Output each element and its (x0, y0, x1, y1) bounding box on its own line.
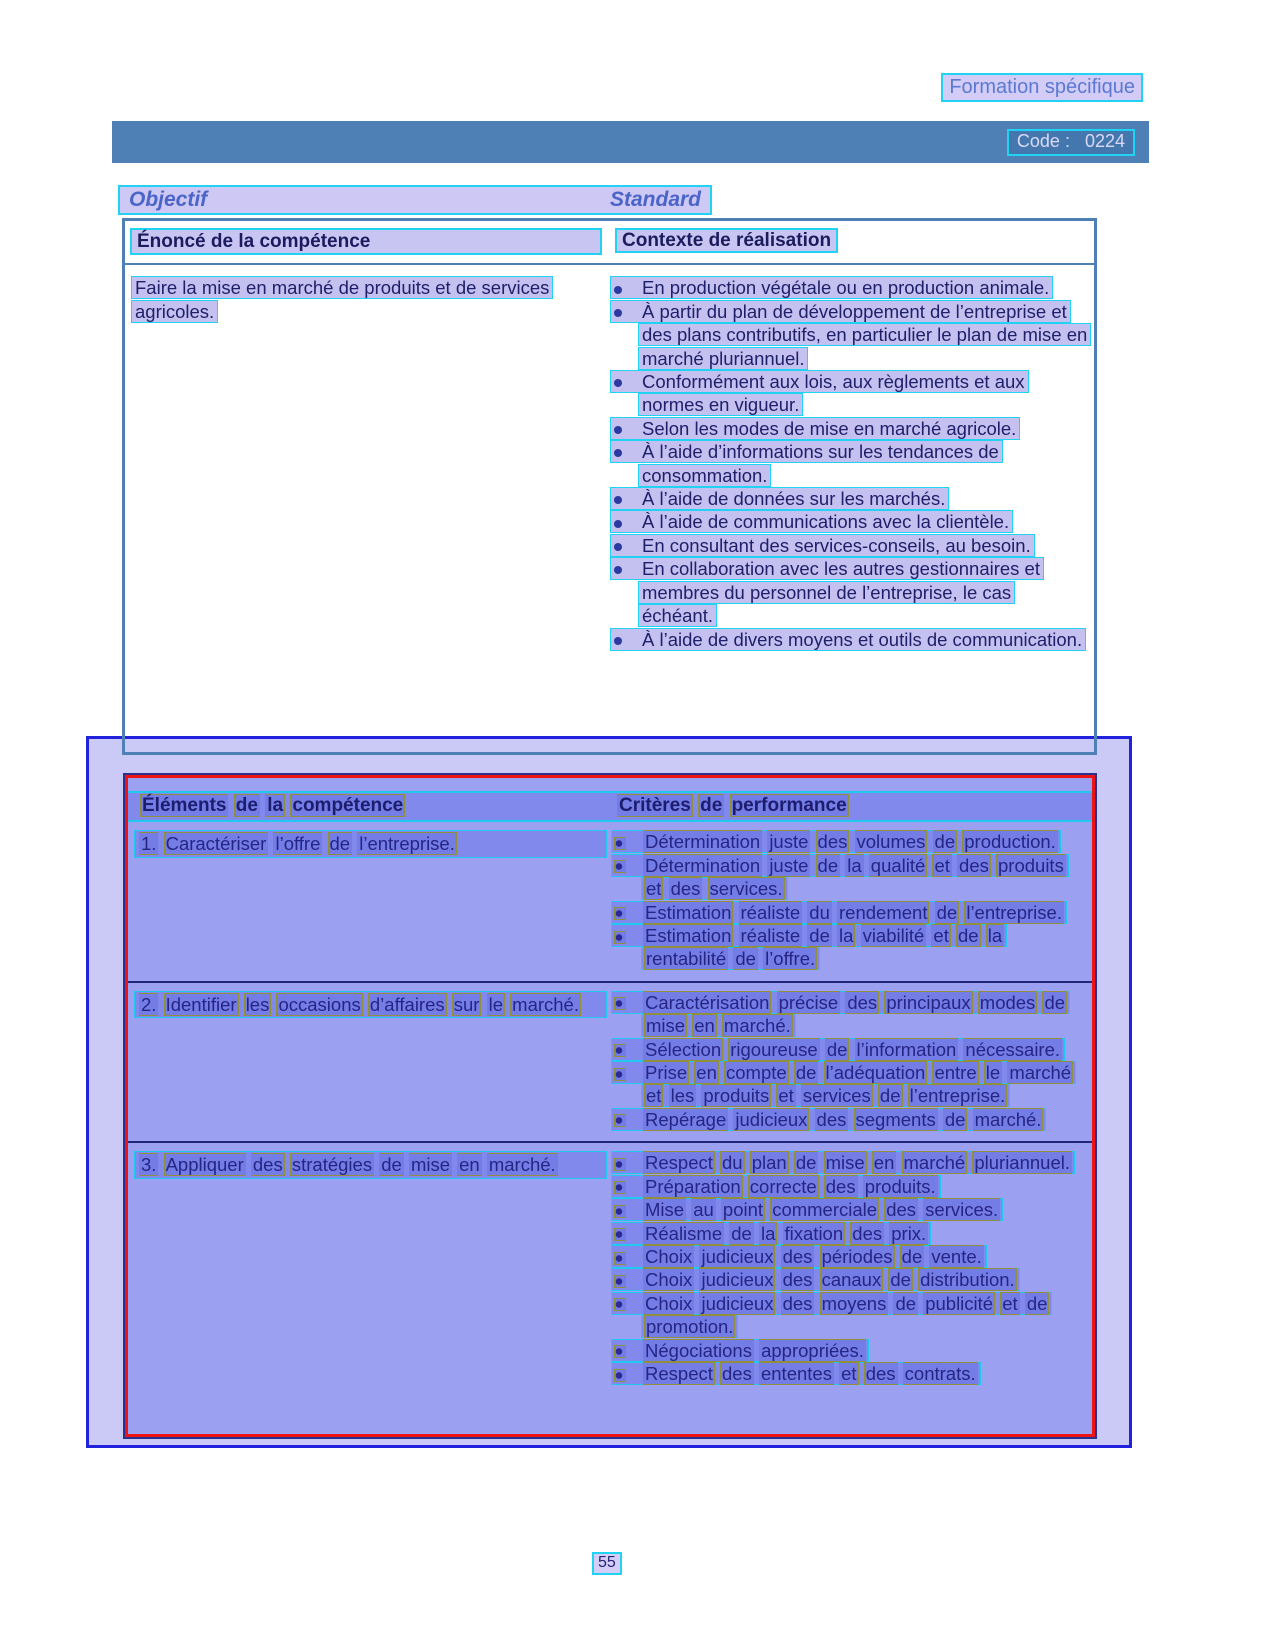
word-box: fixation (784, 1222, 844, 1244)
bullet-icon (614, 566, 622, 574)
word-box: des (852, 1222, 883, 1244)
criterion-text (643, 901, 1064, 924)
criterion-item (611, 830, 1087, 853)
word-box: distribution. (920, 1269, 1015, 1291)
context-bullet-list (610, 276, 1094, 651)
word-box: et (646, 1085, 662, 1107)
criterion-item (611, 1038, 1087, 1061)
word-box: de (817, 854, 839, 876)
word-box: de (381, 1154, 402, 1176)
criterion-text (643, 854, 1066, 900)
word-box: qualité (870, 854, 926, 876)
bullet-icon (614, 379, 622, 387)
competence-table-body (125, 265, 1094, 651)
element-text (134, 1151, 607, 1178)
bullet-text: En collaboration avec les autres gestionnaires et membres du personnel de l’entreprise, le cas échéant. (642, 558, 1040, 627)
word-box: judicieux (735, 1108, 808, 1130)
word-box: juste (769, 854, 809, 876)
criterion-item (611, 1151, 1087, 1174)
word-box: Sélection (645, 1038, 722, 1060)
bullet-text: À l’aide d’informations sur les tendances de consommation. (642, 441, 999, 486)
word-box: Prise (645, 1062, 688, 1084)
bullet-icon (614, 637, 622, 645)
word-box: en (873, 1152, 895, 1174)
word-box: Choix (645, 1269, 693, 1291)
word-box: modes (979, 991, 1036, 1013)
statement-cell (125, 276, 610, 651)
word-box: des (782, 1269, 813, 1291)
criterion-text (643, 1339, 866, 1362)
word-box: sur (453, 993, 480, 1015)
criterion-text (643, 1061, 1073, 1107)
objectif-title: Objectif (129, 188, 208, 211)
word-box: l’entreprise. (359, 833, 455, 855)
criteria-list (611, 830, 1092, 970)
criterion-item (611, 1268, 1087, 1291)
word-box: contrats. (904, 1362, 976, 1384)
word-box: Respect (645, 1362, 713, 1384)
word-box: des (782, 1245, 813, 1267)
bullet-icon (614, 1158, 626, 1171)
competence-table-header (125, 221, 1094, 265)
word-box: Préparation (645, 1175, 741, 1197)
word-box: services (802, 1085, 871, 1107)
bullet-text: Conformément aux lois, aux règlements et aux normes en vigueur. (642, 371, 1025, 416)
element-cell (128, 991, 611, 1131)
word-box: de (879, 1085, 901, 1107)
word-box: de (944, 1108, 966, 1130)
word-box: services. (709, 878, 783, 900)
word-box: rendement (839, 901, 928, 923)
word-box: volumes (856, 831, 926, 853)
word-box: l’information (856, 1038, 957, 1060)
word-box: Estimation (645, 901, 732, 923)
criterion-item (611, 924, 1087, 971)
element-text (134, 991, 607, 1018)
word-box: les (245, 993, 270, 1015)
criteria-list (611, 1151, 1092, 1385)
criterion-item (611, 1339, 1087, 1362)
word-box: Détermination (645, 831, 761, 853)
header-enonce-label: Énoncé de la compétence (130, 228, 602, 255)
word-box: nécessaire. (965, 1038, 1061, 1060)
word-box: Caractérisation (645, 991, 770, 1013)
word-box: marché. (723, 1015, 791, 1037)
criterion-item (611, 991, 1087, 1038)
context-bullet-item (610, 417, 1088, 440)
word-box: de (936, 901, 958, 923)
word-box: produits (998, 854, 1064, 876)
criterion-item (611, 901, 1087, 924)
word-box: promotion. (646, 1316, 734, 1338)
criterion-text (643, 1245, 984, 1268)
header-cell-enonce (130, 228, 615, 255)
word-box: produits. (864, 1175, 936, 1197)
word-box: l’entreprise. (966, 901, 1062, 923)
word-box: des (825, 1175, 856, 1197)
element-row (128, 1141, 1092, 1395)
criterion-text (643, 1038, 1062, 1061)
word-box: en (459, 1154, 480, 1176)
code-badge: Code : 0224 (1007, 129, 1135, 156)
word-box: des (847, 991, 878, 1013)
criterion-item (611, 1108, 1087, 1131)
word-box: de (826, 1038, 848, 1060)
element-text (134, 830, 607, 857)
word-box: publicité (925, 1292, 994, 1314)
word-box: segments (855, 1108, 936, 1130)
criteria-list (611, 991, 1092, 1131)
word-box: d’affaires (369, 993, 445, 1015)
bullet-icon (614, 1181, 626, 1194)
bullet-icon (614, 1345, 626, 1358)
word-box: Mise (645, 1199, 685, 1221)
word-box: du (809, 901, 830, 923)
word-box: marché (1009, 1062, 1072, 1084)
criterion-text (643, 991, 1067, 1037)
header-criteres-label (617, 794, 849, 817)
word-box: et (933, 925, 949, 947)
bullet-text: En production végétale ou en production animale. (642, 277, 1050, 299)
word-box: la (267, 795, 284, 816)
code-bar (112, 121, 1149, 163)
header-cell-contexte (615, 228, 1094, 255)
word-box: produits (703, 1085, 770, 1107)
bullet-icon (614, 1298, 626, 1311)
bullet-icon (614, 286, 622, 294)
word-box: rentabilité (646, 948, 727, 970)
standard-title: Standard (609, 188, 701, 211)
word-box: réaliste (740, 901, 801, 923)
context-bullet-item (610, 628, 1088, 651)
bullet-icon (614, 1068, 626, 1081)
word-box: production. (964, 831, 1056, 853)
context-bullet-item (610, 276, 1088, 299)
word-box: de (795, 1152, 817, 1174)
word-box: marché. (974, 1108, 1042, 1130)
word-box: au (693, 1199, 714, 1221)
word-box: de (1044, 991, 1066, 1013)
bullet-icon (614, 837, 626, 850)
word-box: en (696, 1062, 717, 1084)
word-box: services. (925, 1199, 999, 1221)
header-contexte-label: Contexte de réalisation (615, 228, 838, 253)
word-box: de (895, 1292, 917, 1314)
section-title-row (118, 185, 712, 215)
context-bullet-item (610, 440, 1088, 487)
header-elements-label (140, 794, 405, 817)
word-box: vente. (931, 1245, 982, 1267)
word-box: des (816, 1108, 847, 1130)
word-box: et (841, 1362, 857, 1384)
context-bullet-item (610, 534, 1088, 557)
word-box: l’offre. (765, 948, 816, 970)
word-box: Éléments (142, 795, 227, 816)
word-box: mise (646, 1015, 686, 1037)
word-box: Repérage (645, 1108, 727, 1130)
word-box: juste (769, 831, 809, 853)
criterion-item (611, 1175, 1087, 1198)
criterion-item (611, 1292, 1087, 1339)
word-box: de (890, 1269, 911, 1291)
word-box: de (795, 1062, 817, 1084)
bullet-icon (614, 496, 622, 504)
element-row (128, 822, 1092, 980)
word-box: l’adéquation (825, 1062, 926, 1084)
word-box: le (985, 1062, 1001, 1084)
word-box: du (722, 1152, 743, 1174)
element-cell (128, 1151, 611, 1385)
word-box: et (1002, 1292, 1018, 1314)
bullet-icon (614, 1369, 626, 1382)
section-label: Formation spécifique (941, 73, 1143, 102)
bullet-icon (614, 426, 622, 434)
context-bullet-item (610, 370, 1088, 417)
criterion-text (643, 830, 1058, 853)
word-box: des (865, 1362, 896, 1384)
word-box: de (809, 925, 830, 947)
word-box: de (731, 1222, 752, 1244)
word-box: la (987, 925, 1003, 947)
elements-rows (128, 822, 1092, 1395)
header-cell-elements (134, 794, 617, 817)
bullet-icon (614, 1228, 626, 1241)
criterion-text (643, 1362, 978, 1385)
bullet-text: À l’aide de communications avec la clientèle. (642, 511, 1010, 533)
word-box: viabilité (862, 925, 925, 947)
word-box: réaliste (740, 925, 801, 947)
bullet-icon (614, 931, 626, 944)
bullet-text: À l’aide de données sur les marchés. (642, 488, 946, 510)
criterion-text (643, 1222, 928, 1245)
word-box: canaux (821, 1269, 882, 1291)
criterion-item (611, 1222, 1087, 1245)
word-box: des (959, 854, 989, 876)
word-box: de (235, 795, 258, 816)
word-box: ententes (760, 1362, 832, 1384)
word-box: la (760, 1222, 776, 1244)
criterion-text (643, 1151, 1072, 1174)
word-box: Caractériser (165, 833, 267, 855)
criterion-text (643, 1268, 1017, 1291)
bullet-icon (614, 520, 622, 528)
word-box: 3. (141, 1154, 157, 1176)
word-box: Choix (645, 1292, 693, 1314)
word-box: Identifier (165, 993, 237, 1015)
word-box: appropriées. (761, 1339, 864, 1361)
bullet-icon (614, 907, 626, 920)
criterion-item (611, 1362, 1087, 1385)
header-cell-criteres (617, 794, 1092, 817)
word-box: compétence (292, 795, 404, 816)
word-box: judicieux (701, 1245, 774, 1267)
word-box: prix. (891, 1222, 927, 1244)
word-box: de (1026, 1292, 1048, 1314)
word-box: marché. (488, 1154, 556, 1176)
criterion-text (643, 1108, 1043, 1131)
word-box: de (329, 833, 351, 855)
bullet-text: À l’aide de divers moyens et outils de communication. (642, 628, 1083, 650)
criterion-item (611, 1061, 1087, 1108)
word-box: pluriannuel. (974, 1152, 1070, 1174)
bullet-text: Selon les modes de mise en marché agricole. (642, 417, 1017, 439)
word-box: Négociations (645, 1339, 752, 1361)
criterion-item (611, 1198, 1087, 1221)
context-bullet-item (610, 487, 1088, 510)
word-box: 2. (141, 993, 157, 1015)
word-box: précise (778, 991, 839, 1013)
word-box: Détermination (645, 854, 761, 876)
word-box: des (782, 1292, 813, 1314)
word-box: Estimation (645, 925, 732, 947)
bullet-text: À partir du plan de développement de l’entreprise et des plans contributifs, en particulier le plan de mise en marché pluriannuel. (642, 300, 1088, 369)
word-box: marché (903, 1152, 966, 1174)
context-bullet-item (610, 300, 1088, 370)
criterion-text (643, 1292, 1049, 1338)
bullet-icon (614, 1252, 626, 1265)
context-bullet-item (610, 557, 1088, 627)
word-box: mise (410, 1154, 450, 1176)
word-box: la (839, 925, 854, 947)
word-box: Choix (645, 1245, 693, 1267)
context-bullet-item (610, 510, 1088, 533)
bullet-icon (614, 309, 622, 317)
word-box: et (778, 1085, 794, 1107)
criterion-text (643, 1198, 1000, 1221)
word-box: les (670, 1085, 695, 1107)
word-box: Appliquer (165, 1154, 244, 1176)
word-box: point (722, 1199, 764, 1221)
bullet-icon (614, 860, 626, 873)
word-box: des (670, 878, 701, 900)
word-box: le (488, 993, 504, 1015)
competence-table (122, 218, 1097, 755)
word-box: mise (825, 1152, 865, 1174)
word-box: rigoureuse (730, 1038, 818, 1060)
elements-table (125, 775, 1095, 1437)
elements-table-header (128, 791, 1092, 822)
criterion-item (611, 1245, 1087, 1268)
word-box: périodes (821, 1245, 893, 1267)
word-box: et (646, 878, 662, 900)
word-box: de (934, 831, 956, 853)
word-box: de (700, 795, 723, 816)
word-box: stratégies (291, 1154, 373, 1176)
bullet-icon (614, 449, 622, 457)
word-box: l’offre (275, 833, 321, 855)
word-box: 1. (141, 833, 157, 855)
bullet-icon (614, 1044, 626, 1057)
word-box: en (694, 1015, 715, 1037)
word-box: marché. (512, 993, 579, 1015)
word-box: l’entreprise. (909, 1085, 1006, 1107)
bullet-icon (614, 1275, 626, 1288)
criterion-item (611, 854, 1087, 901)
element-cell (128, 830, 611, 970)
bullet-icon (614, 1205, 626, 1218)
bullet-icon (614, 543, 622, 551)
word-box: des (252, 1154, 283, 1176)
word-box: la (847, 854, 862, 876)
bullet-icon (614, 1114, 626, 1127)
word-box: de (957, 925, 979, 947)
element-row (128, 981, 1092, 1141)
criterion-text (643, 1175, 938, 1198)
criterion-text (643, 924, 1004, 970)
word-box: judicieux (701, 1292, 774, 1314)
word-box: occasions (278, 993, 361, 1015)
word-box: des (886, 1199, 917, 1221)
word-box: compte (726, 1062, 787, 1084)
statement-text: Faire la mise en marché de produits et de services agricoles. (131, 276, 553, 322)
page-number: 55 (592, 1552, 622, 1575)
word-box: principaux (886, 991, 971, 1013)
word-box: Réalisme (645, 1222, 723, 1244)
word-box: Respect (645, 1152, 713, 1174)
word-box: de (735, 948, 756, 970)
word-box: de (901, 1245, 923, 1267)
bullet-icon (614, 997, 626, 1010)
word-box: entre (934, 1062, 977, 1084)
word-box: commerciale (772, 1199, 878, 1221)
word-box: Critères (619, 795, 691, 816)
word-box: correcte (749, 1175, 817, 1197)
word-box: et (934, 854, 950, 876)
bullet-text: En consultant des services-conseils, au besoin. (642, 534, 1031, 556)
word-box: moyens (821, 1292, 887, 1314)
word-box: judicieux (701, 1269, 774, 1291)
word-box: des (817, 831, 848, 853)
word-box: performance (731, 795, 847, 816)
word-box: plan (751, 1152, 787, 1174)
word-box: des (722, 1362, 752, 1384)
